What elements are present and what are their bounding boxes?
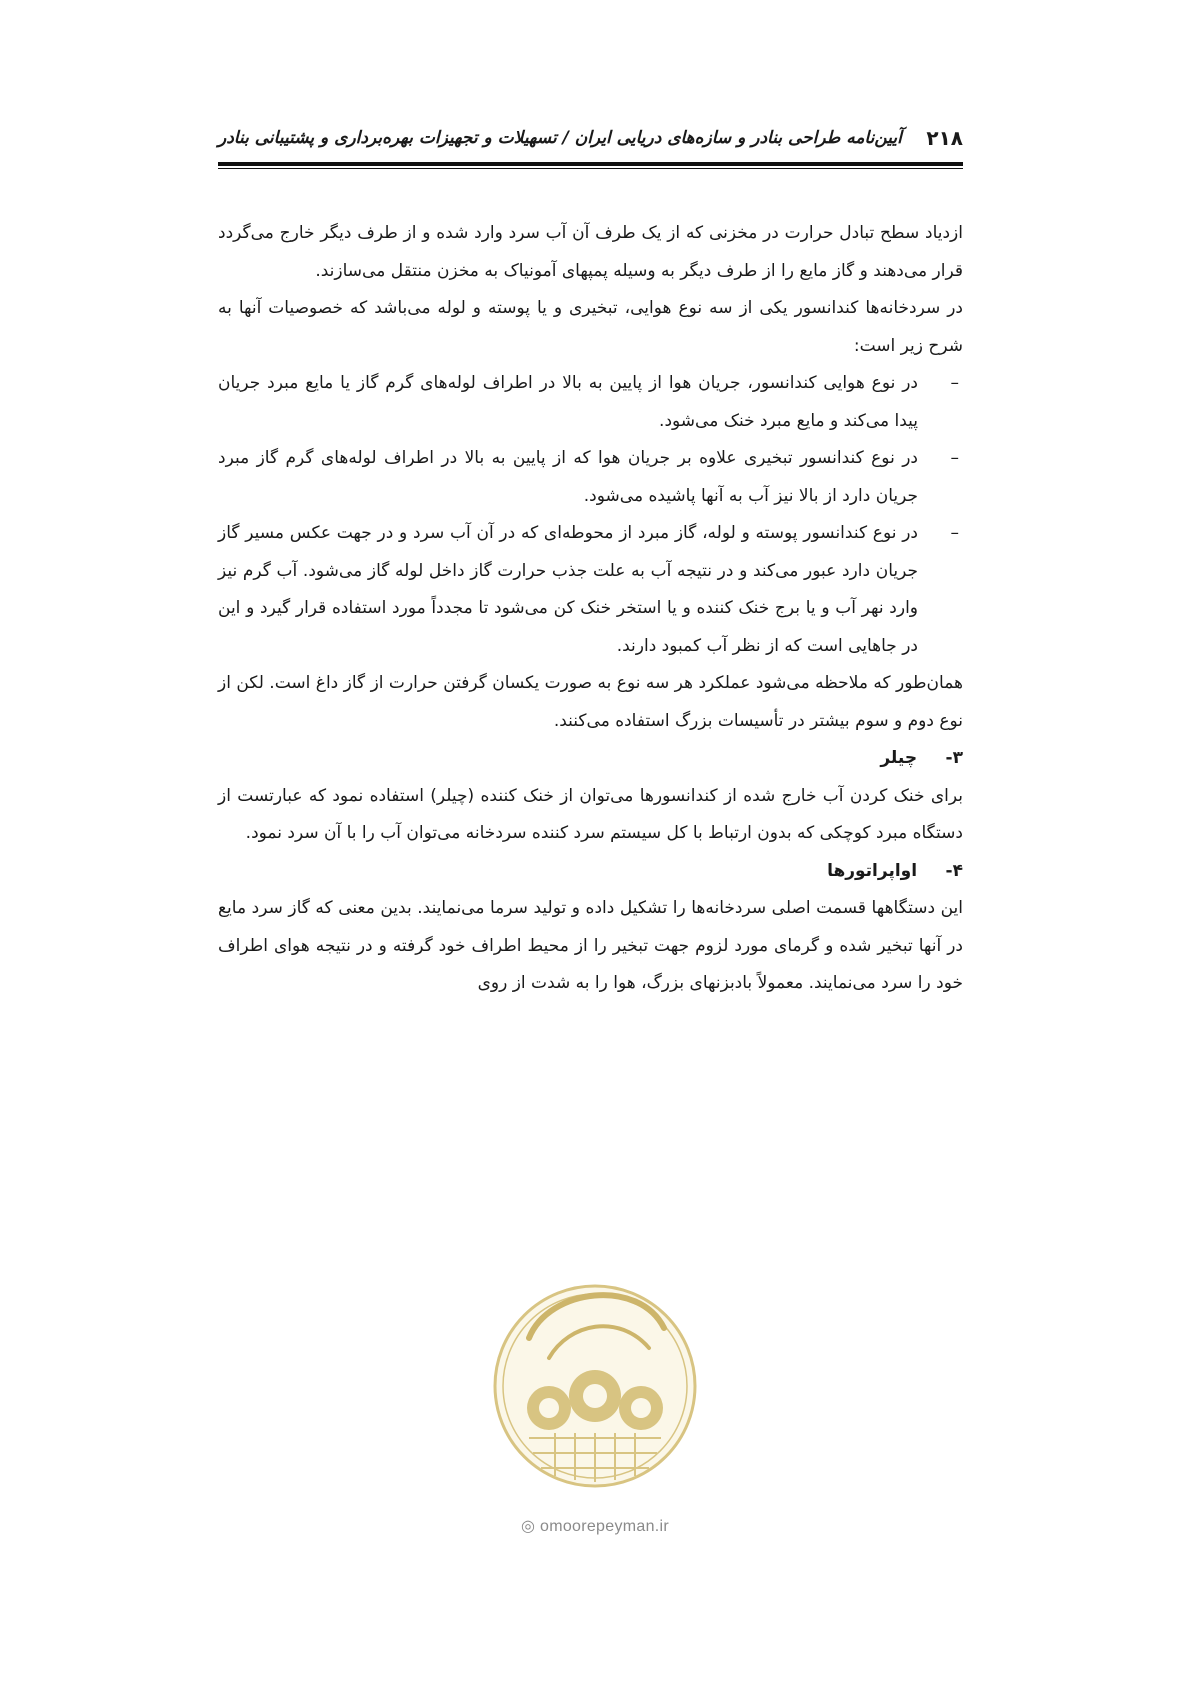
page-number: ۲۱۸ (926, 126, 963, 150)
bullet-marker: – (950, 523, 959, 543)
section-heading (218, 853, 963, 891)
seal-icon (489, 1268, 701, 1508)
running-title: آیین‌نامه طراحی بنادر و سازه‌های دریایی ایران / تسهیلات و تجهیزات بهره‌برداری و پشتیبانی بنادر (218, 128, 902, 148)
section-title: اواپراتورها (827, 860, 918, 881)
list-item-text: در نوع کندانسور تبخیری علاوه بر جریان هوا که از پایین به بالا در اطراف لوله‌های گرم گاز مبرد جریان دارد از بالا نیز آب به آنها پاشیده می‌شود. (218, 448, 918, 506)
header-rule (218, 162, 963, 166)
watermark-logo (489, 1268, 701, 1538)
section-title: چیلر (880, 748, 918, 768)
paragraph: برای خنک کردن آب خارج شده از کندانسورها می‌توان از خنک کننده (چیلر) استفاده نمود که عبارتست از دستگاه مبرد کوچکی که بدون ارتباط با کل سیستم سرد کننده سردخانه می‌توان آب را با آن سرد نمود. (218, 785, 963, 843)
bullet-list (218, 365, 963, 665)
paragraph: این دستگاهها قسمت اصلی سردخانه‌ها را تشکیل داده و تولید سرما می‌نمایند. بدین معنی که گاز سرد مایع در آنها تبخیر شده و گرمای مورد لزوم جهت تبخیر را از محیط اطراف خود گرفته و در نتیجه هوای اطراف خود را سرد می‌نمایند. معمولاً بادبزنهای بزرگ، هوا را به شدت از روی (218, 898, 963, 993)
watermark-url (489, 1516, 701, 1536)
list-item (218, 515, 963, 665)
list-item-text: در نوع هوایی کندانسور، جریان هوا از پایین به بالا در اطراف لوله‌های گرم گاز یا مایع مبرد جریان پیدا می‌کند و مایع مبرد خنک می‌شود. (218, 373, 918, 431)
section-number: ۴- (945, 860, 963, 881)
watermark-url-text: omoorepeyman.ir (540, 1518, 669, 1535)
section-number: ۳- (945, 748, 963, 768)
page-body (218, 215, 963, 1003)
list-item-text: در نوع کندانسور پوسته و لوله، گاز مبرد از محوطه‌ای که در آن آب سرد و در جهت عکس مسیر گاز جریان دارد عبور می‌کند و در نتیجه آب به علت جذب حرارت گاز داخل لوله گاز می‌شود. آب گرم نیز وارد نهر آب و یا برج خنک کننده و یا استخر خنک کن می‌شود تا مجدداً مورد استفاده قرار گیرد و این در جاهایی است که از نظر آب کمبود دارند. (218, 523, 918, 656)
bullet-marker: – (950, 373, 959, 393)
paragraph: در سردخانه‌ها کندانسور یکی از سه نوع هوایی، تبخیری و یا پوسته و لوله می‌باشد که خصوصیات آنها به شرح زیر است: (218, 298, 963, 356)
paragraph: همان‌طور که ملاحظه می‌شود عملکرد هر سه نوع به صورت یکسان گرفتن حرارت از گاز داغ است. لکن از نوع دوم و سوم بیشتر در تأسیسات بزرگ استفاده می‌کنند. (218, 673, 963, 731)
bullet-marker: – (950, 448, 959, 468)
list-item (218, 365, 963, 440)
header-rule-thin (218, 168, 963, 169)
page-header (218, 120, 963, 156)
instagram-icon: ◎ (520, 1518, 536, 1535)
list-item (218, 440, 963, 515)
section-heading (218, 740, 963, 778)
paragraph: ازدیاد سطح تبادل حرارت در مخزنی که از یک طرف آن آب سرد وارد شده و از طرف دیگر خارج می‌گردد قرار می‌دهند و گاز مایع را از طرف دیگر به وسیله پمپهای آمونیاک به مخزن منتقل می‌سازند. (218, 223, 963, 281)
